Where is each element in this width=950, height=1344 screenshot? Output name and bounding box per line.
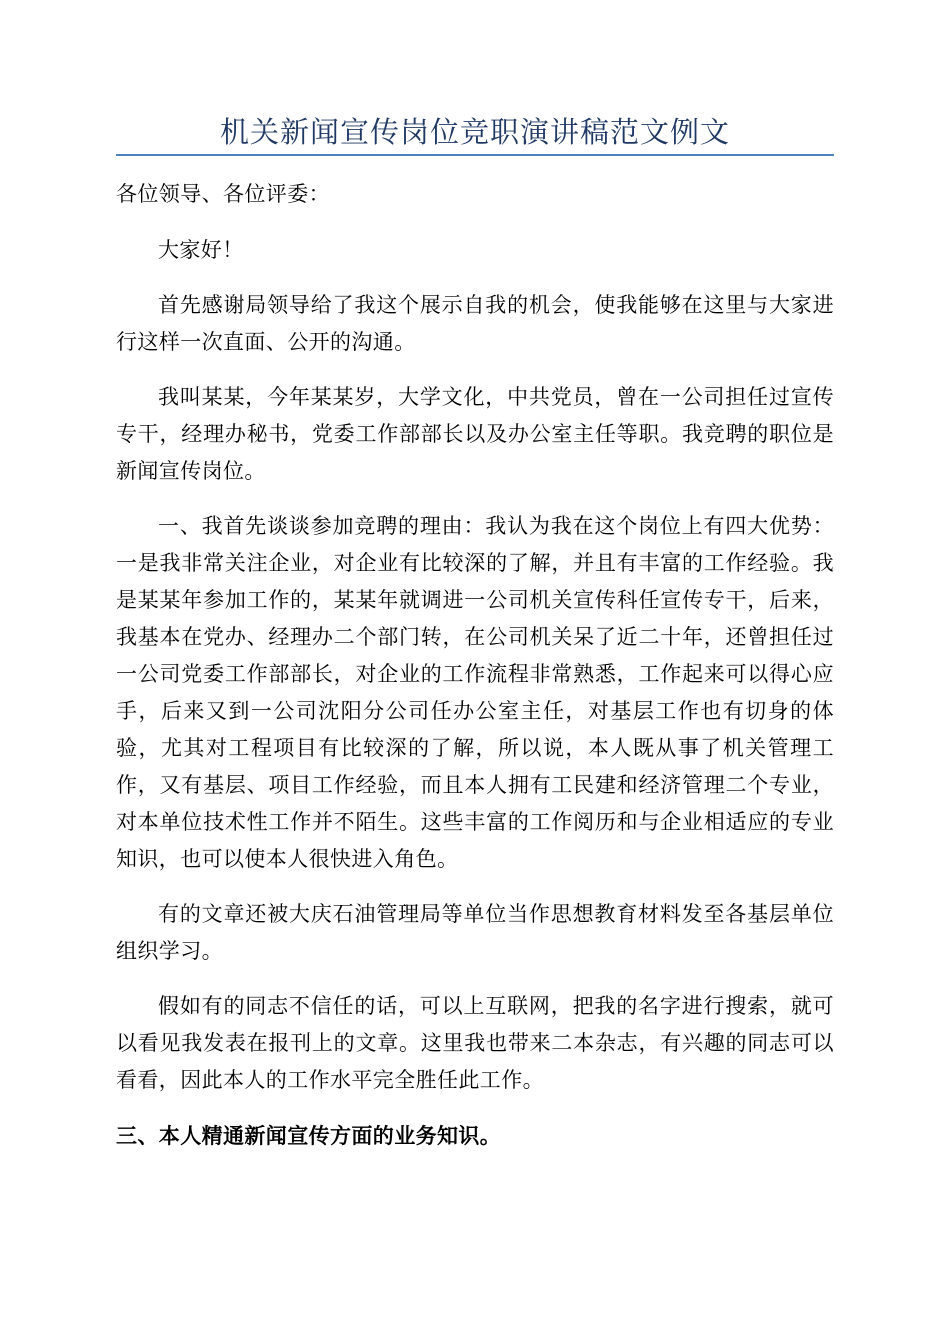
paragraph: 一、我首先谈谈参加竞聘的理由：我认为我在这个岗位上有四大优势：一是我非常关注企业，对企业有比较深的了解，并且有丰富的工作经验。我是某某年参加工作的，某某年就调进一公司机关宣传科任宣传专干，后来，我基本在党办、经理办二个部门转，在公司机关呆了近二十年，还曾担任过一公司党委工作部部长，对企业的工作流程非常熟悉，工作起来可以得心应手，后来又到一公司沈阳分公司任办公室主任，对基层工作也有切身的体验，尤其对工程项目有比较深的了解，所以说，本人既从事了机关管理工作，又有基层、项目工作经验，而且本人拥有工民建和经济管理二个专业，对本单位技术性工作并不陌生。这些丰富的工作阅历和与企业相适应的专业知识，也可以使本人很快进入角色。 [116, 514, 834, 871]
document-title: 机关新闻宣传岗位竞职演讲稿范文例文 [219, 115, 730, 149]
paragraph: 假如有的同志不信任的话，可以上互联网，把我的名字进行搜索，就可以看见我发表在报刊上的文章。这里我也带来二本杂志，有兴趣的同志可以看看，因此本人的工作水平完全胜任此工作。 [116, 994, 834, 1092]
document-body [116, 176, 834, 1154]
section-heading: 三、本人精通新闻宣传方面的业务知识。 [116, 1123, 502, 1148]
paragraph: 我叫某某，今年某某岁，大学文化，中共党员，曾在一公司担任过宣传专干，经理办秘书，党委工作部部长以及办公室主任等职。我竞聘的职位是新闻宣传岗位。 [116, 385, 834, 483]
paragraph: 有的文章还被大庆石油管理局等单位当作思想教育材料发至各基层单位组织学习。 [116, 902, 834, 963]
paragraph: 首先感谢局领导给了我这个展示自我的机会，使我能够在这里与大家进行这样一次直面、公开的沟通。 [116, 293, 834, 354]
salutation: 各位领导、各位评委： [116, 182, 330, 206]
greeting: 大家好！ [158, 238, 244, 262]
title-underline [116, 154, 834, 156]
